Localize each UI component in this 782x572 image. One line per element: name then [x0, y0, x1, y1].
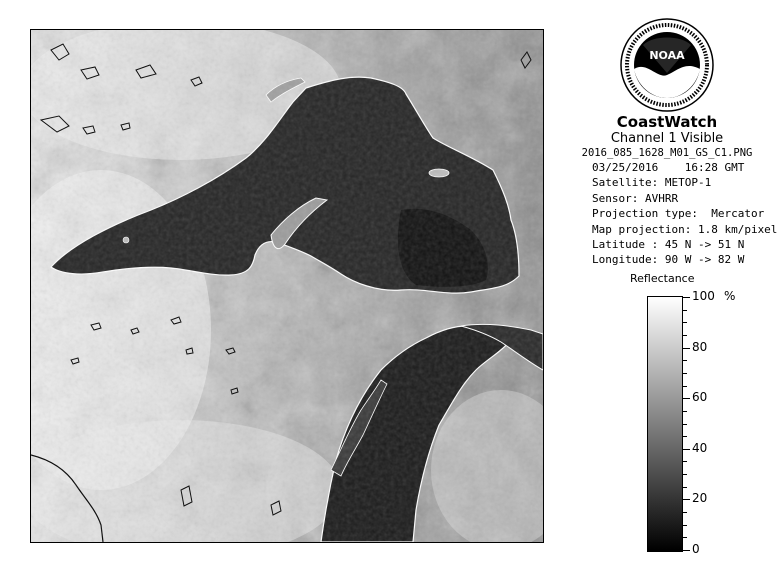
- colorbar-tick: [682, 360, 687, 361]
- colorbar-tick: [682, 525, 687, 526]
- colorbar-tick: [682, 373, 687, 374]
- colorbar-tick: [682, 436, 687, 437]
- colorbar-tick: [682, 461, 687, 462]
- surface-grain: [31, 30, 543, 542]
- colorbar-tick-label: 40: [692, 441, 708, 455]
- image-info-panel: [556, 113, 778, 268]
- colorbar-tick: [682, 411, 687, 412]
- colorbar-tick: [682, 335, 687, 336]
- satellite-name: Satellite: METOP-1: [592, 176, 712, 190]
- colorbar-tick-label: 20: [692, 491, 708, 505]
- satellite-image: [30, 29, 544, 543]
- colorbar-tick: [682, 499, 690, 500]
- sensor-name: Sensor: AVHRR: [592, 191, 679, 205]
- colorbar-tick: [682, 487, 687, 488]
- file-name: 2016_085_1628_M01_GS_C1.PNG: [581, 147, 753, 159]
- colorbar-tick: [682, 424, 687, 425]
- acquisition-time: 16:28 GMT: [684, 161, 745, 174]
- colorbar-tick: [682, 297, 690, 298]
- channel-name: Channel 1 Visible: [610, 131, 724, 146]
- colorbar-tick: [682, 537, 687, 538]
- colorbar-tick: [682, 310, 687, 311]
- colorbar-unit: %: [724, 289, 736, 303]
- colorbar-title: Reflectance: [630, 272, 695, 285]
- acquisition-datetime: [556, 160, 778, 175]
- acquisition-date: 03/25/2016: [592, 161, 659, 174]
- colorbar-tick-label: 80: [692, 340, 708, 354]
- colorbar-tick: [682, 348, 690, 349]
- noaa-seal-icon: [619, 17, 715, 113]
- colorbar-tick: [682, 398, 690, 399]
- noaa-logo-text: NOAA: [649, 49, 685, 62]
- colorbar-tick: [682, 474, 687, 475]
- colorbar-tick: [682, 550, 690, 551]
- map-projection: Map projection: 1.8 km/pixel: [592, 222, 778, 236]
- colorbar-tick-label: 100: [692, 289, 715, 303]
- colorbar-tick-label: 0: [692, 542, 700, 556]
- latitude-range: Latitude : 45 N -> 51 N: [592, 238, 745, 252]
- longitude-range: Longitude: 90 W -> 82 W: [592, 253, 745, 267]
- colorbar-tick: [682, 322, 687, 323]
- projection-type: Projection type: Mercator: [592, 207, 765, 221]
- colorbar-tick-label: 60: [692, 390, 708, 404]
- colorbar-tick: [682, 386, 687, 387]
- reflectance-colorbar: [647, 296, 683, 552]
- product-title: CoastWatch: [616, 113, 718, 131]
- colorbar-tick: [682, 512, 687, 513]
- colorbar-tick: [682, 449, 690, 450]
- satellite-map-svg: [31, 30, 543, 542]
- noaa-logo: [619, 17, 715, 113]
